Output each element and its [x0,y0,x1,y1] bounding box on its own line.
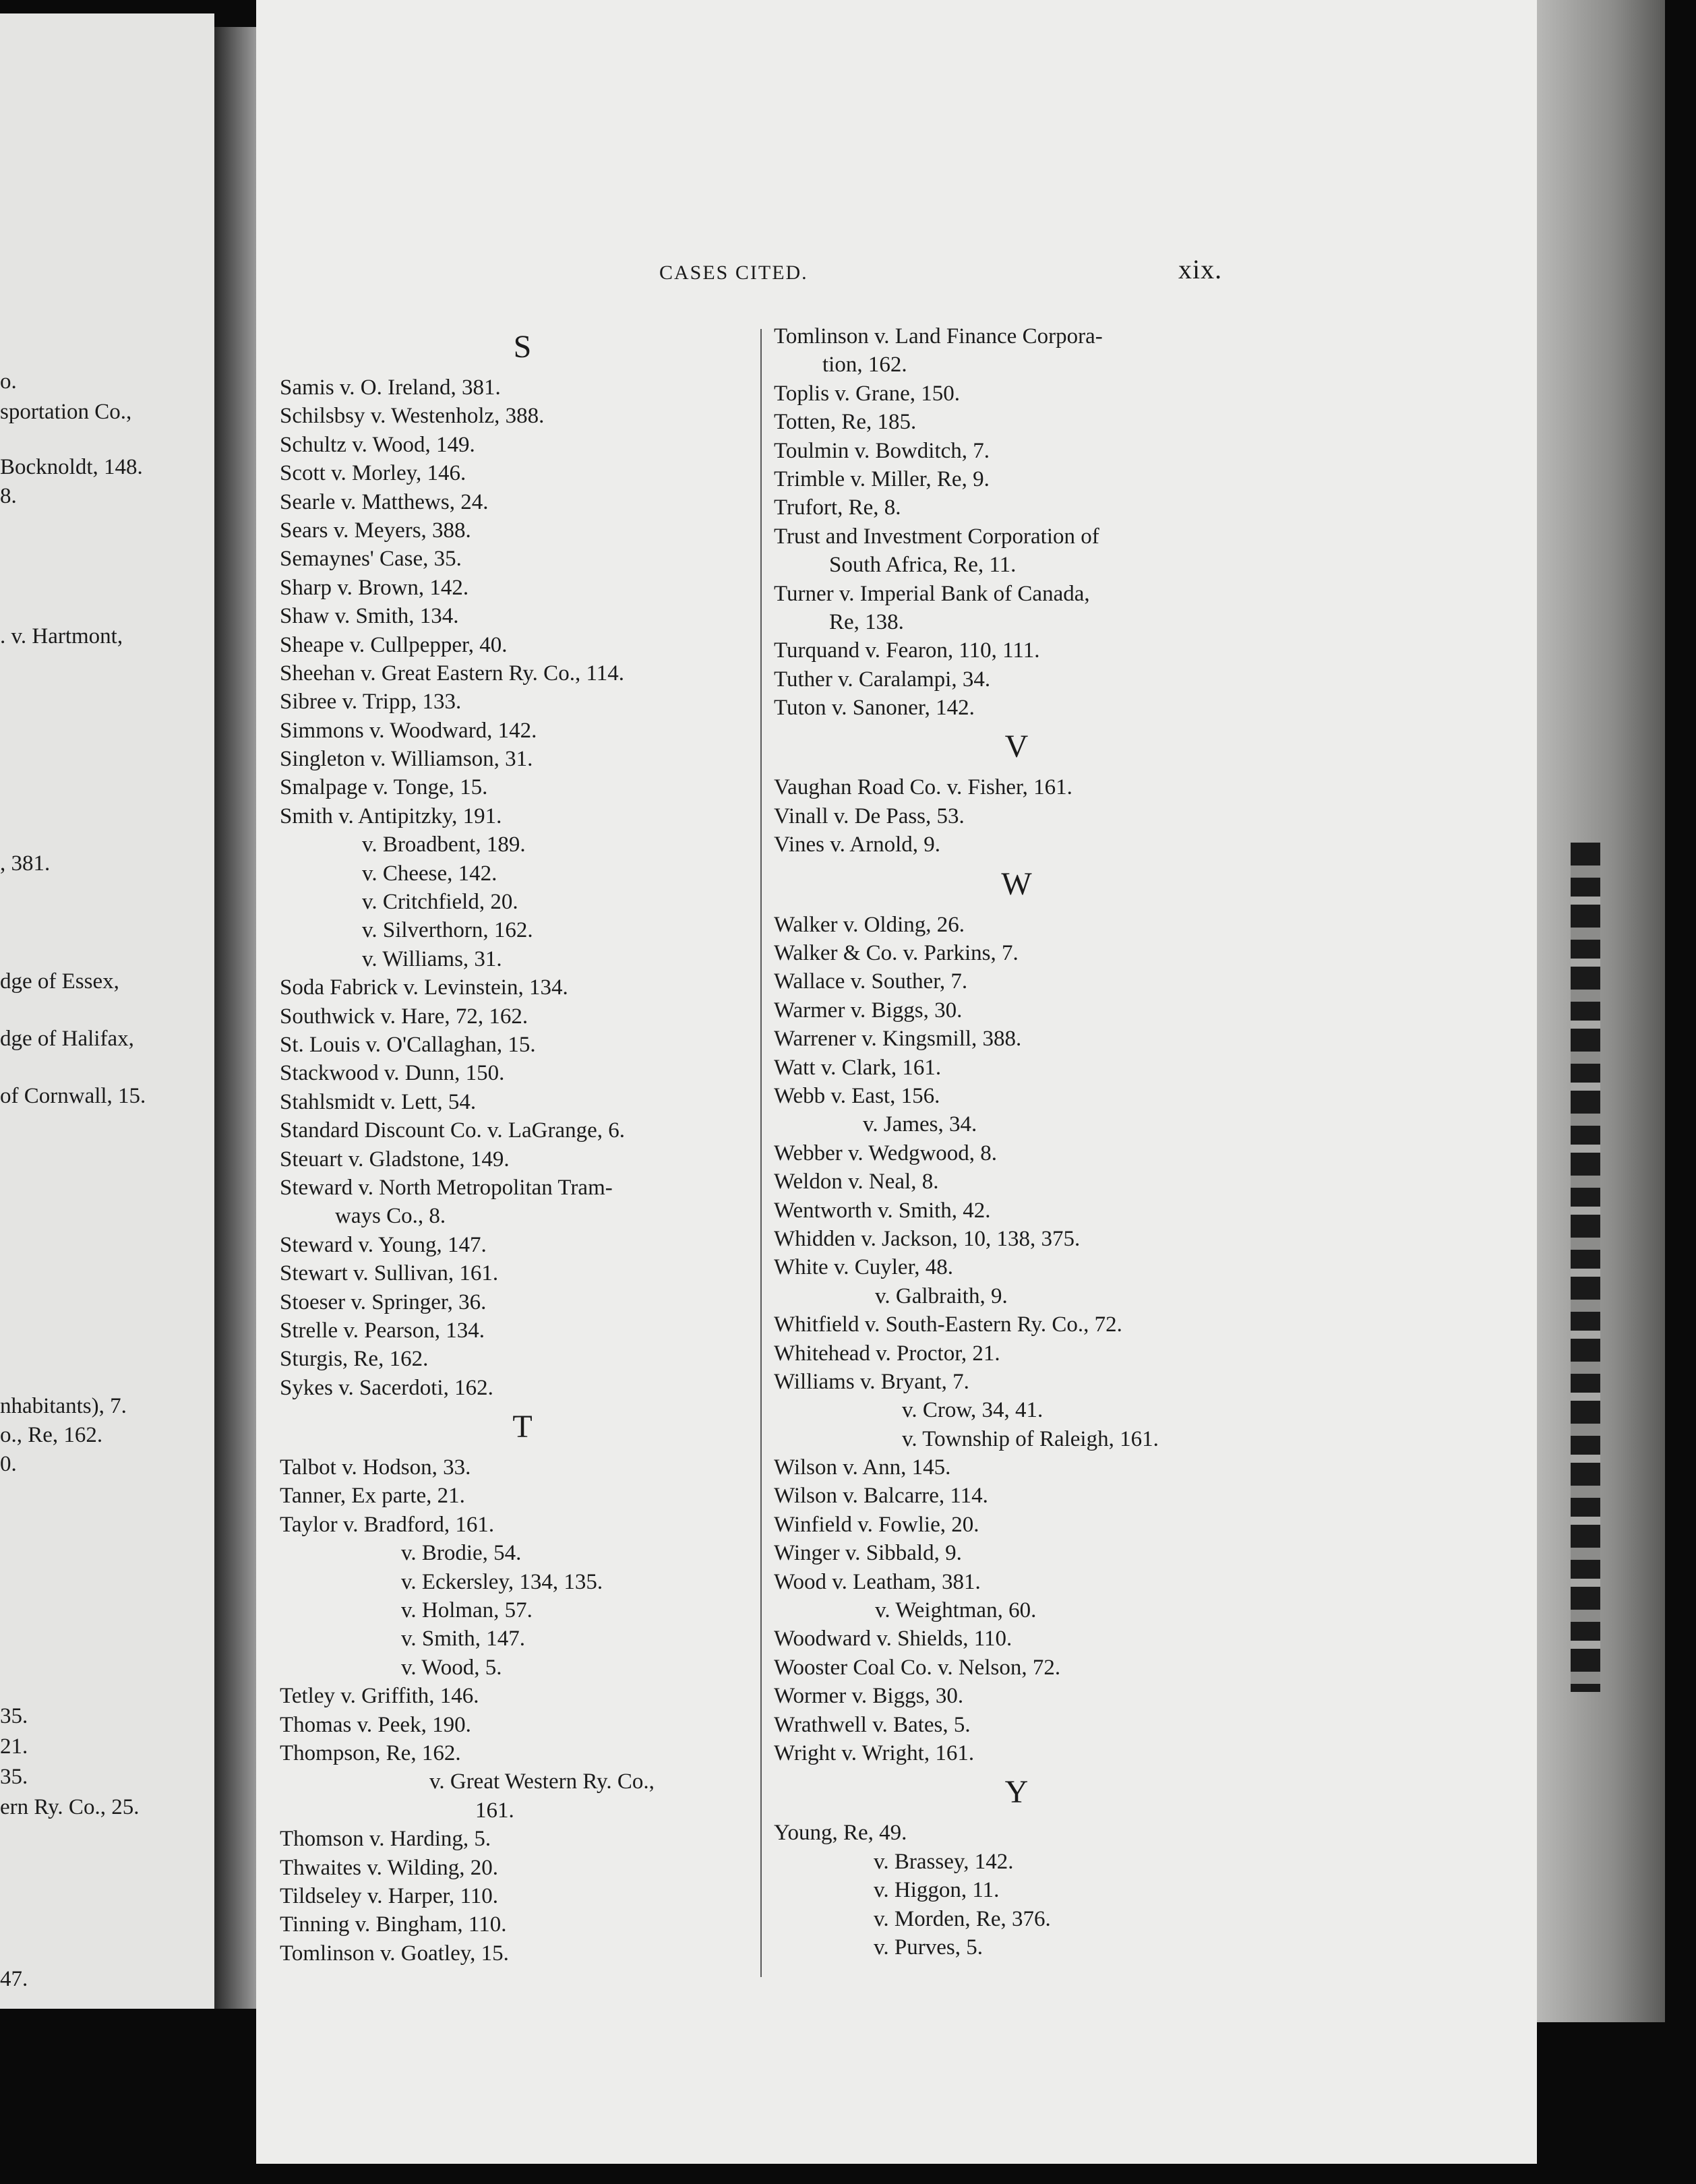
case-entry: Toplis v. Grane, 150. [774,381,961,406]
facing-page-text: , 381. [0,851,51,876]
case-entry: Thomson v. Harding, 5. [280,1827,491,1852]
case-entry: Wrathwell v. Bates, 5. [774,1712,971,1737]
case-sub-entry: v. Wood, 5. [401,1655,502,1680]
case-sub-entry: v. Brassey, 142. [874,1849,1014,1874]
case-entry: Tildseley v. Harper, 110. [280,1883,499,1908]
case-sub-entry: v. Higgon, 11. [874,1878,1000,1903]
case-sub-entry: v. Smith, 147. [401,1627,525,1651]
case-entry: Scott v. Morley, 146. [280,461,466,486]
case-entry-continuation: South Africa, Re, 11. [829,553,1017,578]
case-entry: Warmer v. Biggs, 30. [774,998,963,1023]
case-entry: St. Louis v. O'Callaghan, 15. [280,1032,536,1057]
page-number: xix. [1178,254,1223,284]
case-entry: Totten, Re, 185. [774,410,917,435]
case-entry: Steuart v. Gladstone, 149. [280,1147,510,1172]
facing-page-text: 47. [0,1967,28,1991]
case-entry: Tuton v. Sanoner, 142. [774,696,975,721]
case-entry: Soda Fabrick v. Levinstein, 134. [280,975,568,1000]
case-entry: Whitfield v. South-Eastern Ry. Co., 72. [774,1312,1122,1337]
case-sub-entry: v. Crow, 34, 41. [902,1398,1043,1423]
case-entry: Watt v. Clark, 161. [774,1055,942,1080]
case-sub-entry: v. Cheese, 142. [362,861,497,886]
case-entry: Shaw v. Smith, 134. [280,604,459,629]
case-entry: Schilsbsy v. Westenholz, 388. [280,404,545,429]
case-entry: Sturgis, Re, 162. [280,1347,429,1372]
case-entry: Williams v. Bryant, 7. [774,1369,969,1394]
case-sub-entry: v. Great Western Ry. Co., [429,1769,655,1794]
section-letter-t: T [512,1409,533,1445]
case-entry: Smith v. Antipitzky, 191. [280,803,502,828]
case-entry: Semaynes' Case, 35. [280,547,462,572]
case-entry: Wright v. Wright, 161. [774,1740,975,1765]
section-letter-s: S [513,329,532,365]
case-entry: Thomas v. Peek, 190. [280,1712,471,1737]
case-sub-entry: v. Broadbent, 189. [362,832,526,857]
facing-page-text: 0. [0,1452,17,1476]
case-entry: Wallace v. Souther, 7. [774,969,968,994]
case-entry: Tetley v. Griffith, 146. [280,1684,479,1709]
case-entry: Webber v. Wedgwood, 8. [774,1141,998,1165]
case-entry: Sheape v. Cullpepper, 40. [280,632,508,657]
case-entry: Vinall v. De Pass, 53. [774,803,965,828]
case-sub-entry: v. Brodie, 54. [401,1541,522,1566]
case-entry: Steward v. North Metropolitan Tram- [280,1175,613,1200]
case-sub-entry: v. Silverthorn, 162. [362,918,533,943]
case-entry-continuation: ways Co., 8. [335,1204,446,1229]
case-entry: Young, Re, 49. [774,1821,907,1846]
facing-page-text: 35. [0,1765,28,1789]
case-entry: Schultz v. Wood, 149. [280,432,475,457]
case-entry: Sears v. Meyers, 388. [280,518,471,543]
facing-page-text: dge of Essex, [0,969,119,994]
case-entry: Southwick v. Hare, 72, 162. [280,1004,528,1029]
case-entry: Wentworth v. Smith, 42. [774,1198,991,1223]
case-entry: Stahlsmidt v. Lett, 54. [280,1089,477,1114]
left-column [280,322,765,1968]
case-sub-entry: v. Purves, 5. [874,1935,983,1960]
facing-page-text: 8. [0,484,17,508]
facing-page-text: 21. [0,1734,28,1759]
case-entry: Wood v. Leatham, 381. [774,1569,981,1594]
case-entry: Strelle v. Pearson, 134. [280,1318,485,1343]
case-sub-entry: v. Township of Raleigh, 161. [902,1426,1159,1451]
facing-page-text: sportation Co., [0,400,132,424]
right-column [774,322,1259,1962]
case-entry: Webb v. East, 156. [774,1083,940,1108]
facing-page-text: o., Re, 162. [0,1423,103,1447]
case-entry: Wormer v. Biggs, 30. [774,1684,964,1709]
case-entry: Tomlinson v. Land Finance Corpora- [774,324,1103,348]
case-entry: Winger v. Sibbald, 9. [774,1541,962,1566]
case-sub-entry: v. Critchfield, 20. [362,890,518,915]
case-entry: Tinning v. Bingham, 110. [280,1912,507,1937]
facing-page-text: of Cornwall, 15. [0,1084,146,1108]
case-entry: Talbot v. Hodson, 33. [280,1455,471,1480]
case-entry: Simmons v. Woodward, 142. [280,718,537,743]
case-entry: Vines v. Arnold, 9. [774,832,941,857]
case-entry: Whidden v. Jackson, 10, 138, 375. [774,1226,1081,1251]
case-entry-continuation: tion, 162. [822,353,907,377]
case-entry-continuation: 161. [475,1798,514,1823]
case-sub-entry: v. Eckersley, 134, 135. [401,1569,603,1594]
case-entry: Taylor v. Bradford, 161. [280,1512,495,1537]
case-entry: Thompson, Re, 162. [280,1740,461,1765]
facing-page-text: dge of Halifax, [0,1027,134,1051]
case-entry: Standard Discount Co. v. LaGrange, 6. [280,1118,625,1143]
case-entry: Searle v. Matthews, 24. [280,489,489,514]
case-entry: Sheehan v. Great Eastern Ry. Co., 114. [280,661,624,686]
section-letter-y: Y [1004,1774,1029,1811]
page-fore-edge [1537,0,1665,2022]
case-entry: Vaughan Road Co. v. Fisher, 161. [774,775,1072,800]
case-entry: Stewart v. Sullivan, 161. [280,1261,499,1286]
case-entry: Thwaites v. Wilding, 20. [280,1855,499,1880]
case-entry: Tanner, Ex parte, 21. [280,1484,465,1509]
case-entry: Wilson v. Balcarre, 114. [774,1484,988,1509]
case-entry: Toulmin v. Bowditch, 7. [774,438,990,463]
case-entry: Turquand v. Fearon, 110, 111. [774,638,1040,663]
case-entry: Samis v. O. Ireland, 381. [280,375,501,400]
case-entry: Weldon v. Neal, 8. [774,1170,939,1194]
case-entry: Warrener v. Kingsmill, 388. [774,1027,1022,1052]
edge-stamp [1571,843,1600,1692]
case-entry: Turner v. Imperial Bank of Canada, [774,581,1090,606]
case-sub-entry: v. Galbraith, 9. [875,1283,1008,1308]
case-entry: Sibree v. Tripp, 133. [280,690,462,715]
case-entry: Wooster Coal Co. v. Nelson, 72. [774,1655,1061,1680]
case-entry: Walker v. Olding, 26. [774,912,965,937]
case-entry: Whitehead v. Proctor, 21. [774,1341,1000,1366]
case-sub-entry: v. Weightman, 60. [875,1598,1037,1623]
case-entry: Wilson v. Ann, 145. [774,1455,951,1480]
facing-page-text: Bocknoldt, 148. [0,455,143,479]
case-entry: Smalpage v. Tonge, 15. [280,775,488,800]
case-entry: Tomlinson v. Goatley, 15. [280,1941,509,1966]
case-entry: Stackwood v. Dunn, 150. [280,1061,505,1086]
case-sub-entry: v. James, 34. [863,1112,977,1137]
facing-page-text: . v. Hartmont, [0,624,123,648]
case-entry-continuation: Re, 138. [829,609,904,634]
case-entry: Singleton v. Williamson, 31. [280,747,533,772]
case-entry: Woodward v. Shields, 110. [774,1627,1012,1651]
case-entry: Walker & Co. v. Parkins, 7. [774,941,1019,966]
case-entry: Trimble v. Miller, Re, 9. [774,466,990,491]
facing-page-text: ern Ry. Co., 25. [0,1795,140,1819]
case-entry: Trust and Investment Corporation of [774,524,1099,549]
facing-page-text: o. [0,369,17,394]
facing-page-text: nhabitants), 7. [0,1394,127,1418]
section-letter-w: W [1001,866,1032,902]
case-sub-entry: v. Holman, 57. [401,1598,533,1623]
case-sub-entry: v. Williams, 31. [362,946,502,971]
case-entry: White v. Cuyler, 48. [774,1255,953,1280]
running-head-title: CASES CITED. [659,262,808,284]
case-entry: Sykes v. Sacerdoti, 162. [280,1375,493,1400]
case-entry: Trufort, Re, 8. [774,495,901,520]
case-entry: Steward v. Young, 147. [280,1232,487,1257]
case-entry: Winfield v. Fowlie, 20. [774,1512,979,1537]
facing-page-fragment [0,13,214,2009]
section-letter-v: V [1004,729,1029,765]
case-entry: Sharp v. Brown, 142. [280,575,469,600]
book-gutter [214,27,256,2009]
facing-page-text: 35. [0,1704,28,1728]
case-sub-entry: v. Morden, Re, 376. [874,1906,1051,1931]
case-entry: Tuther v. Caralampi, 34. [774,667,991,692]
case-entry: Stoeser v. Springer, 36. [280,1290,487,1314]
